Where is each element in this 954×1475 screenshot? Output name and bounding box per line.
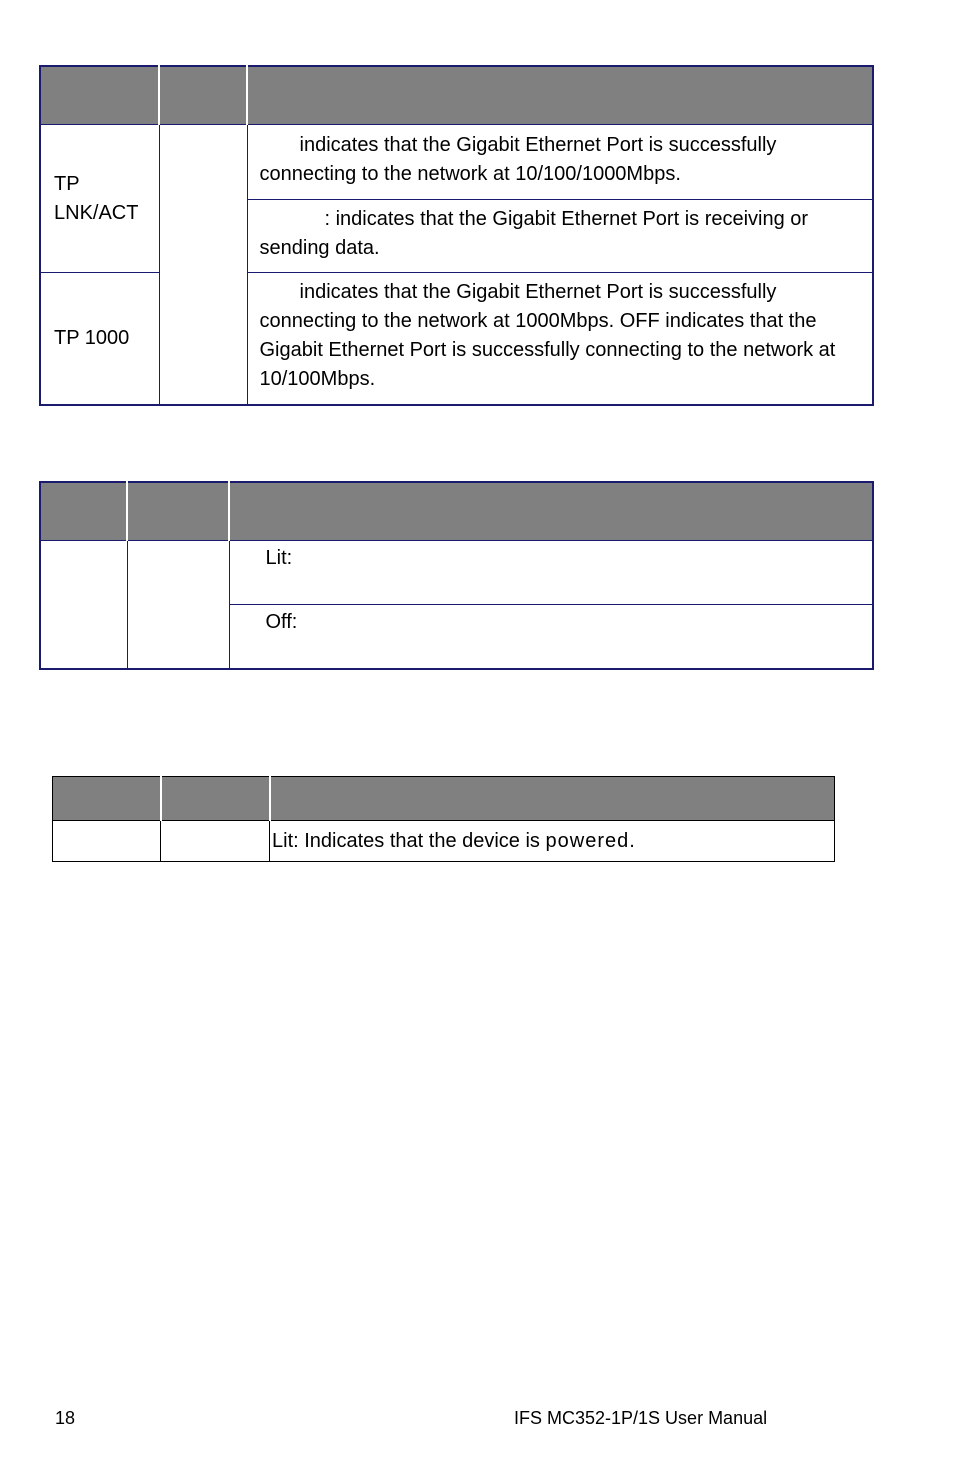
table-header-row (40, 482, 873, 541)
table-row (40, 125, 873, 200)
led-description-lit: Lit: (229, 541, 873, 605)
led-color-cell (161, 821, 270, 862)
header-cell (127, 482, 229, 541)
led-name-cell (53, 821, 161, 862)
header-cell (270, 777, 835, 821)
led-name-cell (40, 125, 159, 273)
led-description (247, 125, 873, 200)
table-header-row (53, 777, 835, 821)
header-cell (247, 66, 873, 125)
description-text: indicates that the Gigabit Ethernet Port is successfully connecting to the network at 10/100/1000Mbps. (259, 133, 777, 185)
led-color-cell (159, 125, 247, 405)
led-color-cell (127, 541, 229, 670)
led-name-cell (40, 541, 127, 670)
header-cell (40, 482, 127, 541)
table-header-row (40, 66, 873, 125)
header-cell (229, 482, 873, 541)
led-description (270, 821, 835, 862)
manual-title: IFS MC352-1P/1S User Manual (514, 1408, 768, 1428)
page-number: 18 (55, 1408, 76, 1428)
power-led-table (52, 776, 835, 862)
led-description (247, 200, 873, 273)
header-cell (53, 777, 161, 821)
led-name-cell (40, 273, 159, 405)
description-text: powered. (545, 829, 636, 852)
led-name: TP LNK/ACT (54, 172, 139, 224)
header-cell (161, 777, 270, 821)
led-description (247, 273, 873, 405)
table-row (40, 541, 873, 605)
header-cell (159, 66, 247, 125)
table-row (53, 821, 835, 862)
description-text: Lit: Indicates that the device is (272, 829, 540, 852)
fiber-led-table (39, 481, 874, 670)
port-led-table (39, 65, 874, 406)
led-name: TP 1000 (54, 326, 130, 349)
description-text: indicates that the Gigabit Ethernet Port is successfully connecting to the network at 1000Mbps. OFF indicates that the Gigabit Ethernet Port is successfully connecting to the network at 10/100Mbps. (259, 280, 836, 390)
header-cell (40, 66, 159, 125)
description-text: : indicates that the Gigabit Ethernet Port is receiving or sending data. (259, 207, 809, 259)
led-description-off: Off: (229, 605, 873, 670)
